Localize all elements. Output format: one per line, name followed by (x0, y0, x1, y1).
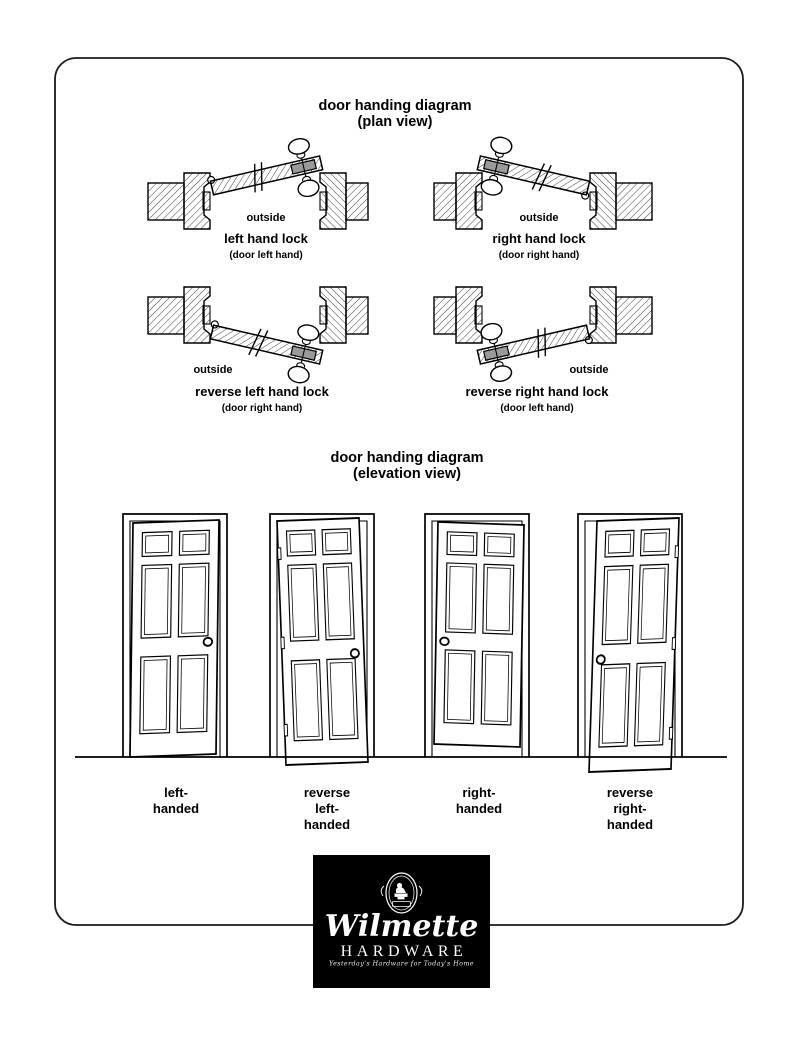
outside-label: outside (193, 364, 233, 376)
elevation-door-reverse-right-handed (589, 518, 679, 772)
outside-label: outside (569, 364, 609, 376)
outside-label: outside (519, 212, 559, 224)
plan-door-leaf (203, 135, 328, 218)
plan-view-section (148, 98, 652, 414)
hinge (278, 548, 282, 560)
elevation-section (75, 450, 727, 832)
door-knob (351, 649, 360, 658)
outside-label: outside (246, 212, 286, 224)
plan-diagram-reverse-left-hand-lock (148, 287, 368, 414)
hinge (675, 546, 679, 558)
door-label-line: reverse (606, 785, 654, 800)
lock-name: right hand lock (492, 231, 586, 246)
door-label-line: left- (315, 801, 339, 816)
lock-handing: (door left hand) (229, 250, 303, 261)
door-label-line: right- (613, 801, 647, 816)
door-label-line: left- (164, 785, 188, 800)
plan-view-subtitle: (plan view) (357, 114, 433, 130)
elevation-subtitle: (elevation view) (353, 466, 461, 482)
lock-name: reverse left hand lock (195, 384, 329, 399)
door-knob (597, 655, 605, 664)
door-label-line: reverse (303, 785, 351, 800)
plan-diagram-right-hand-lock (434, 134, 652, 261)
lock-handing: (door right hand) (221, 403, 303, 414)
door-label-line: right- (462, 785, 496, 800)
door-knob (440, 637, 449, 645)
hinge (669, 727, 673, 739)
door-label-line: handed (303, 817, 351, 832)
plan-diagram-reverse-right-hand-lock (434, 287, 652, 414)
lock-name: reverse right hand lock (465, 384, 609, 399)
elevation-door-right-handed (434, 522, 524, 747)
plan-door-leaf (472, 134, 597, 217)
elevation-title: door handing diagram (330, 450, 484, 466)
plan-diagram-left-hand-lock (148, 135, 368, 261)
hinge (284, 724, 288, 736)
wilmette-hardware-logo (313, 855, 490, 988)
hinge (672, 638, 676, 650)
door-label-line: handed (455, 801, 503, 816)
door-label-line: handed (152, 801, 200, 816)
hinge (281, 637, 285, 649)
lock-handing: (door left hand) (500, 403, 574, 414)
door-knob (204, 638, 213, 646)
elevation-door-labels (153, 785, 653, 832)
elevation-door-left-handed (130, 520, 219, 757)
plan-view-title: door handing diagram (318, 98, 472, 114)
lock-name: left hand lock (224, 231, 308, 246)
logo-brand-caps: HARDWARE (340, 943, 468, 960)
logo-tagline: Yesterday's Hardware for Today's Home (329, 959, 474, 968)
door-label-line: handed (606, 817, 654, 832)
elevation-door-reverse-left-handed (277, 518, 368, 765)
lock-handing: (door right hand) (498, 250, 580, 261)
logo-brand-script: Wilmette (324, 909, 479, 944)
